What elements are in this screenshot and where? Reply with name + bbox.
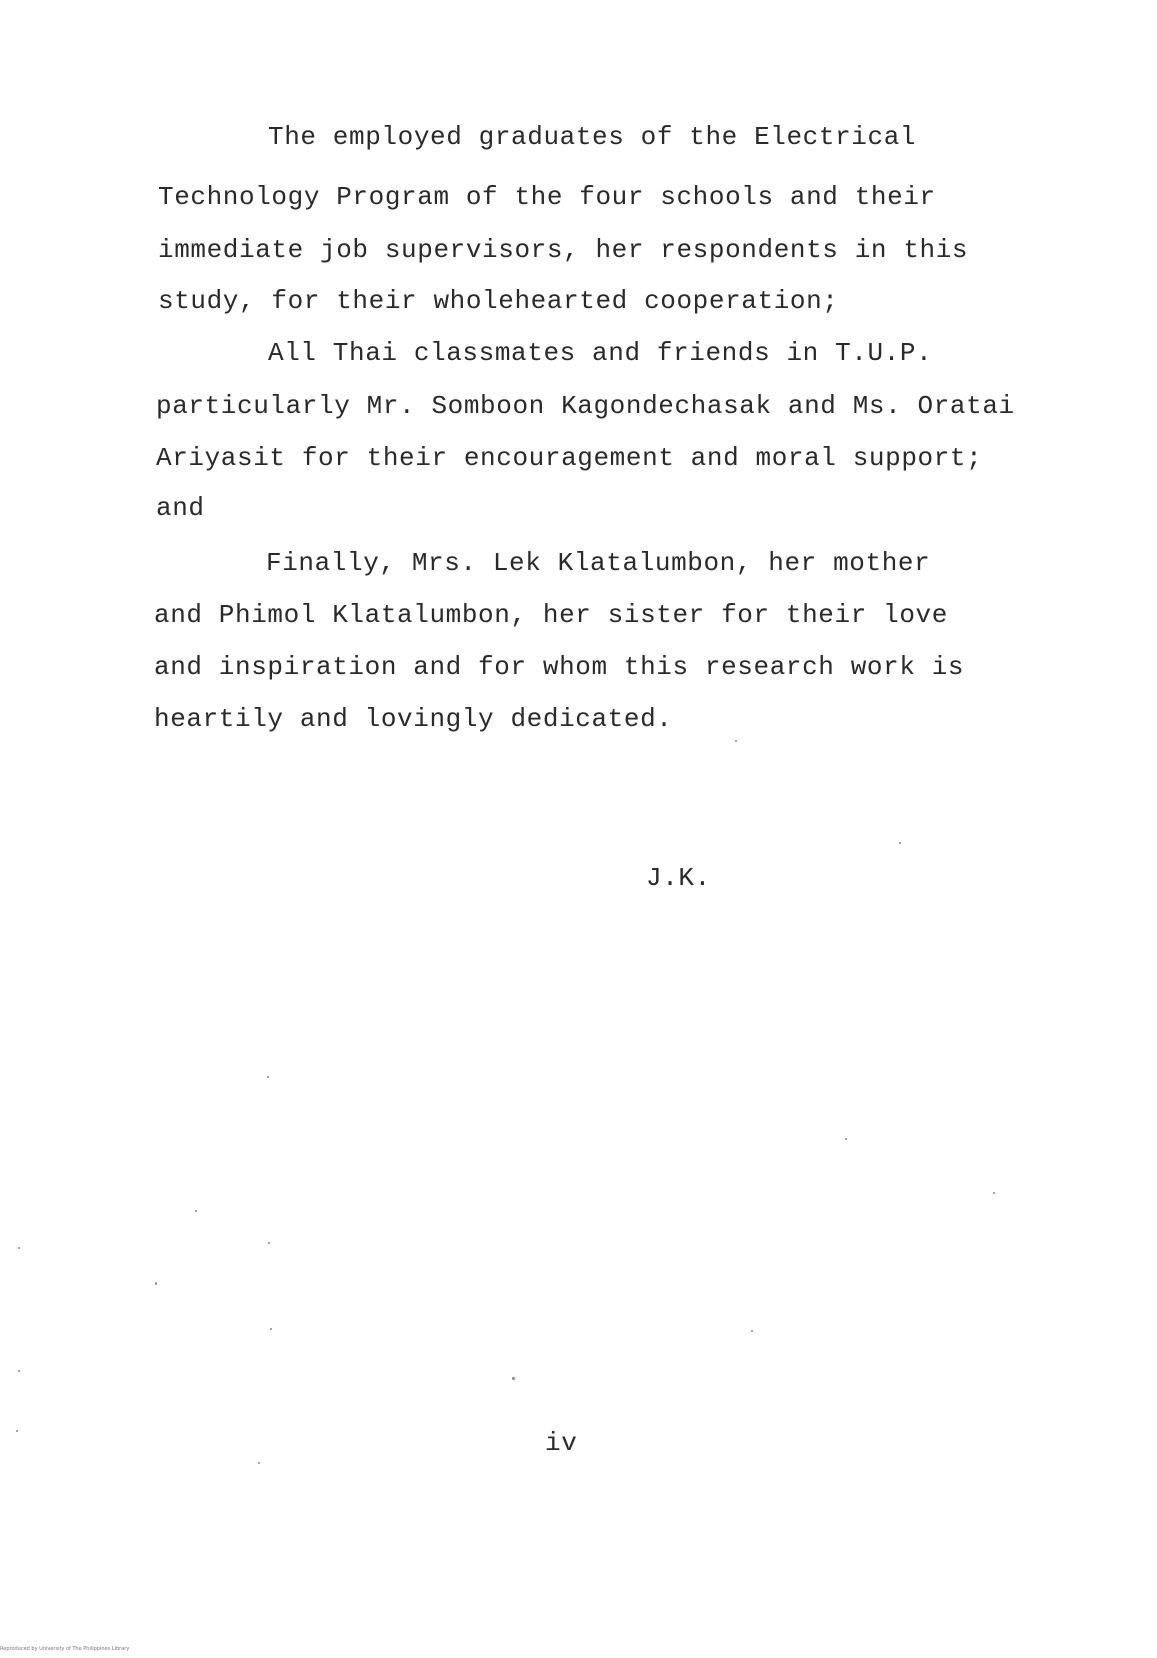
paragraph-1-line-3: immediate job supervisors, her respondents in this (158, 235, 969, 265)
scan-speck (899, 842, 901, 844)
scan-speck (735, 740, 737, 742)
paragraph-3-line-3: and inspiration and for whom this research work is (154, 652, 965, 682)
scan-speck (195, 1210, 197, 1212)
signature-initials: J.K. (646, 863, 711, 893)
page-number: iv (545, 1428, 578, 1458)
paragraph-2-line-2: particularly Mr. Somboon Kagondechasak and Ms. Oratai (156, 391, 1015, 421)
scan-speck (845, 1138, 847, 1140)
paragraph-3-line-2: and Phimol Klatalumbon, her sister for their love (154, 600, 948, 630)
scan-speck (258, 1462, 260, 1464)
scan-speck (18, 1247, 20, 1249)
scan-speck (751, 1330, 753, 1332)
scan-speck (270, 1328, 272, 1330)
scan-footer-stamp: Reproduced by University of The Philippines Library (0, 1646, 130, 1652)
paragraph-3-line-4: heartily and lovingly dedicated. (154, 704, 673, 734)
scan-speck (267, 1076, 269, 1078)
scan-speck (993, 1192, 995, 1194)
paragraph-1-line-4: study, for their wholehearted cooperation; (158, 286, 839, 316)
paragraph-1-line-1: The employed graduates of the Electrical (268, 122, 917, 152)
paragraph-2-line-1: All Thai classmates and friends in T.U.P. (268, 338, 933, 368)
paragraph-1-line-2: Technology Program of the four schools and their (158, 182, 936, 212)
paragraph-2-line-3: Ariyasit for their encouragement and moral support; (156, 443, 983, 473)
scan-speck (512, 1377, 515, 1380)
scan-speck (155, 1282, 157, 1285)
scan-speck (18, 1370, 20, 1372)
paragraph-3-line-1: Finally, Mrs. Lek Klatalumbon, her mother (266, 548, 931, 578)
paragraph-2-line-4: and (156, 493, 205, 523)
scan-speck (16, 1430, 18, 1432)
scan-speck (268, 1242, 270, 1244)
